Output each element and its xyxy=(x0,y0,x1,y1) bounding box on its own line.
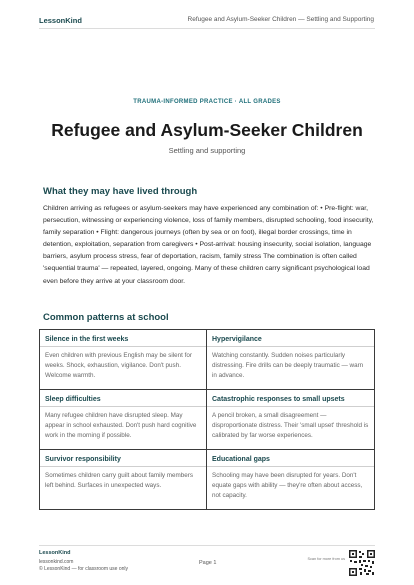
header-divider xyxy=(39,28,375,29)
pattern-description: A pencil broken, a small disagreement — disproportionate distress. Their 'small upset' threshold is calibrated by far worse experiences. xyxy=(212,412,369,439)
pattern-cell xyxy=(40,390,207,450)
pattern-cell xyxy=(207,390,374,450)
page-header xyxy=(0,0,414,30)
pattern-description: Even children with previous English may be silent for weeks. Shock, exhaustion, vigilance. Don't push. Welcome warmth. xyxy=(45,352,192,379)
pattern-description: Many refugee children have disrupted sleep. May appear in school exhausted. Don't push hard cognitive work in the morning if possible. xyxy=(45,412,197,439)
table-row xyxy=(40,450,374,509)
pattern-title: Hypervigilance xyxy=(207,330,374,347)
pattern-title: Catastrophic responses to small upsets xyxy=(207,390,374,407)
pattern-title: Educational gaps xyxy=(207,450,374,467)
pattern-description: Schooling may have been disrupted for years. Don't equate gaps with ability — they're often about access, not capacity. xyxy=(212,472,363,499)
pattern-description: Watching constantly. Sudden noises particularly distressing. Fire drills can be deeply traumatic — warn in advance. xyxy=(212,352,364,379)
qr-code-icon[interactable] xyxy=(349,550,375,576)
pattern-title: Survivor responsibility xyxy=(40,450,206,467)
pattern-title: Silence in the first weeks xyxy=(40,330,206,347)
page-subtitle: Settling and supporting xyxy=(168,146,246,155)
table-row xyxy=(40,330,374,390)
pattern-description: Sometimes children carry guilt about family members left behind. Surfaces in unexpected ways. xyxy=(45,472,194,489)
table-row xyxy=(40,390,374,450)
document-eyebrow: TRAUMA-INFORMED PRACTICE · ALL GRADES xyxy=(133,99,281,105)
section-heading-patterns: Common patterns at school xyxy=(43,312,169,323)
section-heading-lived-through: What they may have lived through xyxy=(43,186,198,197)
page-title: Refugee and Asylum-Seeker Children xyxy=(51,120,363,140)
footer-site-link[interactable]: lessonkind.com xyxy=(39,559,74,565)
pattern-cell xyxy=(207,450,374,509)
lived-through-paragraph: Children arriving as refugees or asylum-seekers may have experienced any combination of: • Pre-flight: war, persecution, witnessing or experiencing violence, loss of family members, disrupted schooling, food insecurity, family separation • Flight: dangerous journeys (often by sea or on foot), illegal border crossings, time in detention, exploitation, separation from caregivers • Post-arrival: housing insecurity, social isolation, language barriers, asylum process stress, fear of deportation, racism, family stress The combination is often called 'sequential trauma' — repeated, layered, ongoing. Many of these children carry significant psychological load even before they arrive at your classroom door. xyxy=(43,205,374,285)
footer-copyright: © LessonKind — for classroom use only xyxy=(39,566,129,572)
header-document-title: Refugee and Asylum-Seeker Children — Settling and Supporting xyxy=(187,16,374,23)
pattern-cell xyxy=(40,450,207,509)
pattern-cell xyxy=(207,330,374,390)
pattern-title: Sleep difficulties xyxy=(40,390,206,407)
qr-caption: Scan for more from us xyxy=(307,557,345,561)
footer-brand[interactable]: LessonKind xyxy=(39,550,71,556)
page-number: Page 1 xyxy=(199,560,217,566)
footer-divider xyxy=(39,545,375,546)
brand-logo-text[interactable]: LessonKind xyxy=(39,16,82,25)
patterns-table xyxy=(39,329,375,510)
pattern-cell xyxy=(40,330,207,390)
